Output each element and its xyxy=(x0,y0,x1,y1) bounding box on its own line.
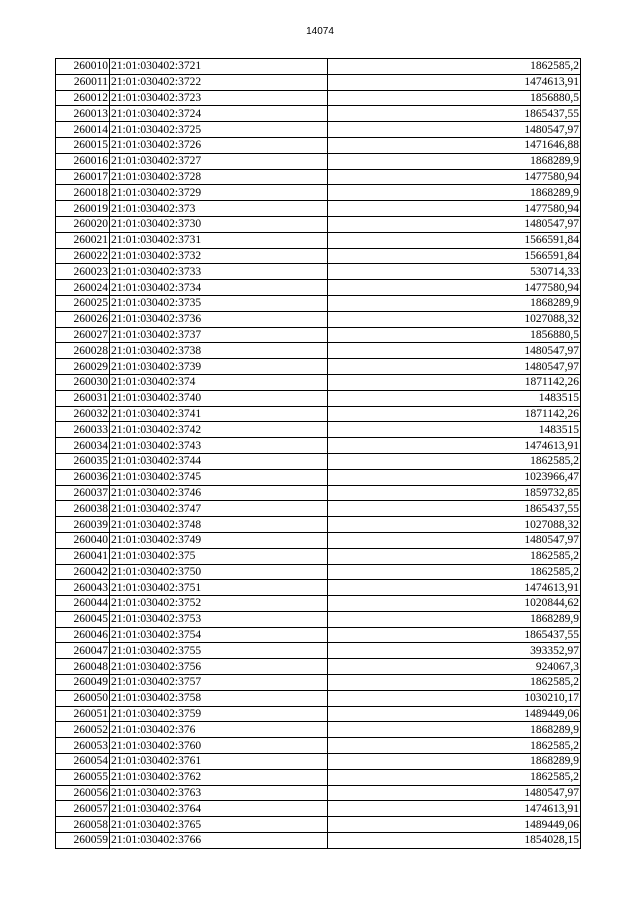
row-number-cell: 260025 xyxy=(56,295,110,311)
cadastral-value-cell: 1868289,9 xyxy=(328,185,581,201)
row-number-cell: 260051 xyxy=(56,706,110,722)
cadastral-number-cell: 21:01:030402:3749 xyxy=(110,532,328,548)
table-row xyxy=(56,596,581,612)
table-row xyxy=(56,675,581,691)
row-number-cell: 260045 xyxy=(56,611,110,627)
cadastral-number-cell: 21:01:030402:3747 xyxy=(110,501,328,517)
cadastral-number-cell: 21:01:030402:3725 xyxy=(110,122,328,138)
table-row xyxy=(56,153,581,169)
table-row xyxy=(56,137,581,153)
cadastral-value-cell: 1862585,2 xyxy=(328,738,581,754)
cadastral-value-cell: 1471646,88 xyxy=(328,137,581,153)
row-number-cell: 260052 xyxy=(56,722,110,738)
table-row xyxy=(56,359,581,375)
cadastral-value-cell: 1477580,94 xyxy=(328,280,581,296)
row-number-cell: 260050 xyxy=(56,690,110,706)
row-number-cell: 260020 xyxy=(56,216,110,232)
row-number-cell: 260041 xyxy=(56,548,110,564)
cadastral-value-cell: 1865437,55 xyxy=(328,627,581,643)
cadastral-number-cell: 21:01:030402:3761 xyxy=(110,754,328,770)
cadastral-number-cell: 21:01:030402:3753 xyxy=(110,611,328,627)
cadastral-number-cell: 21:01:030402:3756 xyxy=(110,659,328,675)
table-row xyxy=(56,785,581,801)
cadastral-number-cell: 21:01:030402:3757 xyxy=(110,675,328,691)
page-number: 14074 xyxy=(306,26,334,37)
cadastral-value-cell: 1868289,9 xyxy=(328,611,581,627)
table-row xyxy=(56,59,581,75)
cadastral-value-cell: 1868289,9 xyxy=(328,153,581,169)
cadastral-value-cell: 1023966,47 xyxy=(328,469,581,485)
table-row xyxy=(56,201,581,217)
table-row xyxy=(56,232,581,248)
cadastral-number-cell: 21:01:030402:3740 xyxy=(110,390,328,406)
row-number-cell: 260044 xyxy=(56,596,110,612)
cadastral-value-cell: 1483515 xyxy=(328,390,581,406)
cadastral-number-cell: 21:01:030402:3763 xyxy=(110,785,328,801)
table-row xyxy=(56,74,581,90)
cadastral-value-cell: 393352,97 xyxy=(328,643,581,659)
table-row xyxy=(56,264,581,280)
table-row xyxy=(56,438,581,454)
cadastral-number-cell: 21:01:030402:375 xyxy=(110,548,328,564)
cadastral-value-cell: 1854028,15 xyxy=(328,833,581,849)
cadastral-value-cell: 1856880,5 xyxy=(328,90,581,106)
table-row xyxy=(56,817,581,833)
cadastral-number-cell: 21:01:030402:3731 xyxy=(110,232,328,248)
cadastral-value-cell: 1483515 xyxy=(328,422,581,438)
row-number-cell: 260049 xyxy=(56,675,110,691)
table-row xyxy=(56,469,581,485)
table-row xyxy=(56,690,581,706)
cadastral-number-cell: 21:01:030402:3730 xyxy=(110,216,328,232)
cadastral-value-cell: 1474613,91 xyxy=(328,438,581,454)
row-number-cell: 260011 xyxy=(56,74,110,90)
row-number-cell: 260059 xyxy=(56,833,110,849)
cadastral-value-cell: 1868289,9 xyxy=(328,295,581,311)
cadastral-number-cell: 21:01:030402:3721 xyxy=(110,59,328,75)
cadastral-number-cell: 21:01:030402:3724 xyxy=(110,106,328,122)
row-number-cell: 260048 xyxy=(56,659,110,675)
table-row xyxy=(56,627,581,643)
row-number-cell: 260040 xyxy=(56,532,110,548)
cadastral-number-cell: 21:01:030402:3722 xyxy=(110,74,328,90)
cadastral-number-cell: 21:01:030402:3744 xyxy=(110,453,328,469)
cadastral-number-cell: 21:01:030402:3728 xyxy=(110,169,328,185)
table-row xyxy=(56,406,581,422)
cadastral-number-cell: 21:01:030402:3762 xyxy=(110,769,328,785)
table-row xyxy=(56,580,581,596)
cadastral-number-cell: 21:01:030402:3750 xyxy=(110,564,328,580)
cadastral-value-cell: 1474613,91 xyxy=(328,74,581,90)
row-number-cell: 260058 xyxy=(56,817,110,833)
row-number-cell: 260057 xyxy=(56,801,110,817)
cadastral-value-cell: 1871142,26 xyxy=(328,406,581,422)
table-row xyxy=(56,185,581,201)
table-row xyxy=(56,390,581,406)
row-number-cell: 260029 xyxy=(56,359,110,375)
table-row xyxy=(56,343,581,359)
table-row xyxy=(56,295,581,311)
table-row xyxy=(56,169,581,185)
cadastral-number-cell: 21:01:030402:374 xyxy=(110,374,328,390)
row-number-cell: 260012 xyxy=(56,90,110,106)
table-row xyxy=(56,643,581,659)
table-row xyxy=(56,311,581,327)
cadastral-value-cell: 1862585,2 xyxy=(328,564,581,580)
cadastral-value-cell: 1865437,55 xyxy=(328,501,581,517)
cadastral-value-cell: 1862585,2 xyxy=(328,675,581,691)
cadastral-value-cell: 1027088,32 xyxy=(328,517,581,533)
cadastral-value-cell: 1862585,2 xyxy=(328,59,581,75)
cadastral-value-cell: 1566591,84 xyxy=(328,248,581,264)
cadastral-value-cell: 1856880,5 xyxy=(328,327,581,343)
cadastral-value-cell: 1862585,2 xyxy=(328,548,581,564)
cadastral-number-cell: 21:01:030402:3741 xyxy=(110,406,328,422)
row-number-cell: 260056 xyxy=(56,785,110,801)
row-number-cell: 260015 xyxy=(56,137,110,153)
row-number-cell: 260038 xyxy=(56,501,110,517)
table-row xyxy=(56,548,581,564)
row-number-cell: 260023 xyxy=(56,264,110,280)
row-number-cell: 260014 xyxy=(56,122,110,138)
table-row xyxy=(56,422,581,438)
table-row xyxy=(56,517,581,533)
table-row xyxy=(56,327,581,343)
cadastral-value-cell: 1566591,84 xyxy=(328,232,581,248)
row-number-cell: 260019 xyxy=(56,201,110,217)
row-number-cell: 260026 xyxy=(56,311,110,327)
row-number-cell: 260016 xyxy=(56,153,110,169)
row-number-cell: 260042 xyxy=(56,564,110,580)
cadastral-number-cell: 21:01:030402:3743 xyxy=(110,438,328,454)
table-row xyxy=(56,706,581,722)
cadastral-number-cell: 21:01:030402:3752 xyxy=(110,596,328,612)
table-row xyxy=(56,801,581,817)
row-number-cell: 260013 xyxy=(56,106,110,122)
cadastral-number-cell: 21:01:030402:3726 xyxy=(110,137,328,153)
table-row xyxy=(56,769,581,785)
cadastral-value-cell: 530714,33 xyxy=(328,264,581,280)
cadastral-number-cell: 21:01:030402:373 xyxy=(110,201,328,217)
row-number-cell: 260021 xyxy=(56,232,110,248)
cadastral-value-cell: 1020844,62 xyxy=(328,596,581,612)
table-row xyxy=(56,722,581,738)
cadastral-number-cell: 21:01:030402:3737 xyxy=(110,327,328,343)
cadastral-number-cell: 21:01:030402:3745 xyxy=(110,469,328,485)
cadastral-number-cell: 21:01:030402:3736 xyxy=(110,311,328,327)
cadastral-number-cell: 21:01:030402:3742 xyxy=(110,422,328,438)
cadastral-value-cell: 1030210,17 xyxy=(328,690,581,706)
cadastral-value-cell: 1477580,94 xyxy=(328,169,581,185)
table-row xyxy=(56,659,581,675)
cadastral-value-table xyxy=(55,58,581,849)
cadastral-number-cell: 21:01:030402:3751 xyxy=(110,580,328,596)
cadastral-value-cell: 1868289,9 xyxy=(328,722,581,738)
table-row xyxy=(56,453,581,469)
cadastral-value-cell: 1480547,97 xyxy=(328,343,581,359)
cadastral-number-cell: 21:01:030402:3735 xyxy=(110,295,328,311)
cadastral-number-cell: 21:01:030402:3764 xyxy=(110,801,328,817)
cadastral-value-cell: 1489449,06 xyxy=(328,706,581,722)
row-number-cell: 260022 xyxy=(56,248,110,264)
table-row xyxy=(56,248,581,264)
cadastral-value-cell: 1480547,97 xyxy=(328,785,581,801)
cadastral-value-cell: 1474613,91 xyxy=(328,801,581,817)
cadastral-number-cell: 21:01:030402:3765 xyxy=(110,817,328,833)
row-number-cell: 260017 xyxy=(56,169,110,185)
table-row xyxy=(56,501,581,517)
row-number-cell: 260031 xyxy=(56,390,110,406)
cadastral-number-cell: 21:01:030402:3727 xyxy=(110,153,328,169)
row-number-cell: 260037 xyxy=(56,485,110,501)
row-number-cell: 260055 xyxy=(56,769,110,785)
cadastral-number-cell: 21:01:030402:3758 xyxy=(110,690,328,706)
cadastral-number-cell: 21:01:030402:3739 xyxy=(110,359,328,375)
cadastral-number-cell: 21:01:030402:3746 xyxy=(110,485,328,501)
cadastral-value-cell: 1862585,2 xyxy=(328,769,581,785)
cadastral-value-cell: 1862585,2 xyxy=(328,453,581,469)
table-row xyxy=(56,122,581,138)
table-body xyxy=(56,59,581,849)
table-row xyxy=(56,754,581,770)
cadastral-number-cell: 21:01:030402:3748 xyxy=(110,517,328,533)
table-row xyxy=(56,532,581,548)
cadastral-number-cell: 21:01:030402:3754 xyxy=(110,627,328,643)
cadastral-number-cell: 21:01:030402:376 xyxy=(110,722,328,738)
cadastral-value-cell: 924067,3 xyxy=(328,659,581,675)
row-number-cell: 260047 xyxy=(56,643,110,659)
row-number-cell: 260036 xyxy=(56,469,110,485)
cadastral-value-cell: 1871142,26 xyxy=(328,374,581,390)
cadastral-number-cell: 21:01:030402:3732 xyxy=(110,248,328,264)
cadastral-number-cell: 21:01:030402:3729 xyxy=(110,185,328,201)
cadastral-value-cell: 1489449,06 xyxy=(328,817,581,833)
cadastral-number-cell: 21:01:030402:3759 xyxy=(110,706,328,722)
table-row xyxy=(56,485,581,501)
cadastral-number-cell: 21:01:030402:3766 xyxy=(110,833,328,849)
row-number-cell: 260035 xyxy=(56,453,110,469)
row-number-cell: 260027 xyxy=(56,327,110,343)
cadastral-value-cell: 1474613,91 xyxy=(328,580,581,596)
cadastral-value-cell: 1868289,9 xyxy=(328,754,581,770)
table-row xyxy=(56,216,581,232)
table-row xyxy=(56,833,581,849)
table-row xyxy=(56,106,581,122)
cadastral-value-cell: 1480547,97 xyxy=(328,122,581,138)
cadastral-value-cell: 1865437,55 xyxy=(328,106,581,122)
row-number-cell: 260010 xyxy=(56,59,110,75)
cadastral-value-cell: 1859732,85 xyxy=(328,485,581,501)
cadastral-value-cell: 1480547,97 xyxy=(328,359,581,375)
cadastral-value-cell: 1027088,32 xyxy=(328,311,581,327)
table-row xyxy=(56,374,581,390)
cadastral-number-cell: 21:01:030402:3738 xyxy=(110,343,328,359)
row-number-cell: 260039 xyxy=(56,517,110,533)
table-row xyxy=(56,280,581,296)
cadastral-value-cell: 1480547,97 xyxy=(328,532,581,548)
row-number-cell: 260018 xyxy=(56,185,110,201)
row-number-cell: 260034 xyxy=(56,438,110,454)
row-number-cell: 260032 xyxy=(56,406,110,422)
table-row xyxy=(56,738,581,754)
table-row xyxy=(56,564,581,580)
row-number-cell: 260030 xyxy=(56,374,110,390)
row-number-cell: 260033 xyxy=(56,422,110,438)
row-number-cell: 260053 xyxy=(56,738,110,754)
row-number-cell: 260043 xyxy=(56,580,110,596)
row-number-cell: 260024 xyxy=(56,280,110,296)
cadastral-number-cell: 21:01:030402:3755 xyxy=(110,643,328,659)
table-row xyxy=(56,611,581,627)
cadastral-value-cell: 1480547,97 xyxy=(328,216,581,232)
cadastral-number-cell: 21:01:030402:3760 xyxy=(110,738,328,754)
cadastral-number-cell: 21:01:030402:3733 xyxy=(110,264,328,280)
row-number-cell: 260028 xyxy=(56,343,110,359)
table-row xyxy=(56,90,581,106)
cadastral-number-cell: 21:01:030402:3723 xyxy=(110,90,328,106)
cadastral-value-cell: 1477580,94 xyxy=(328,201,581,217)
cadastral-number-cell: 21:01:030402:3734 xyxy=(110,280,328,296)
row-number-cell: 260054 xyxy=(56,754,110,770)
row-number-cell: 260046 xyxy=(56,627,110,643)
